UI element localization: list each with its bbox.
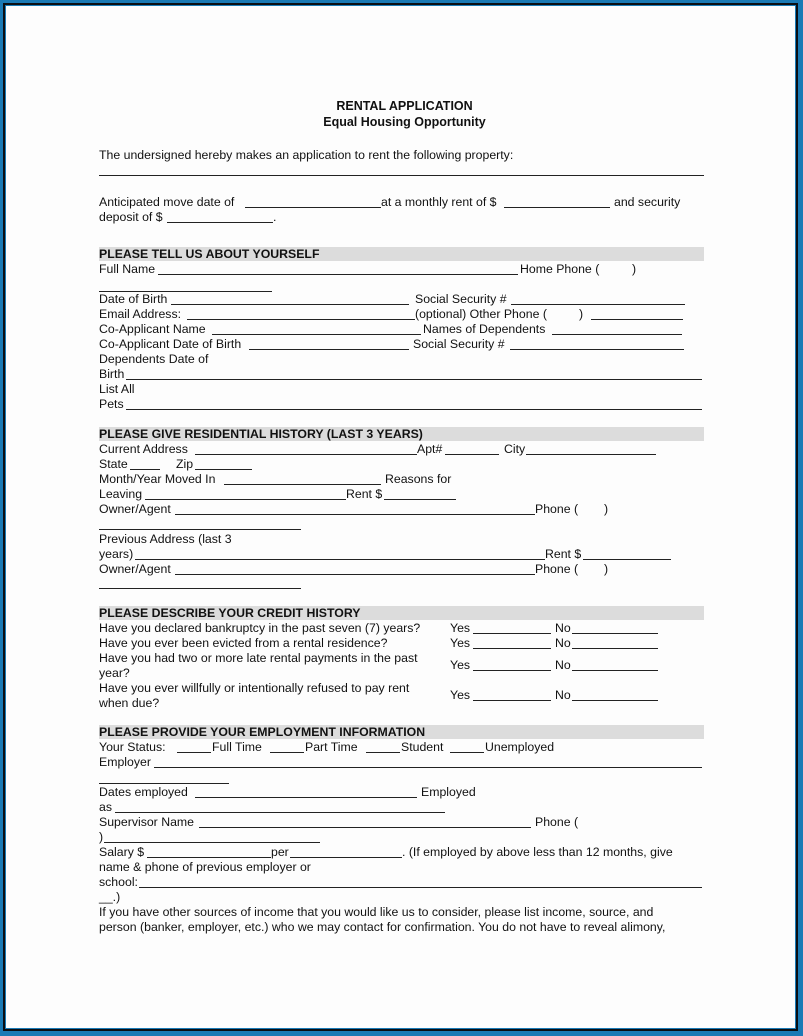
ssn-field[interactable] — [511, 304, 685, 305]
co-applicant-name-field[interactable] — [212, 334, 421, 335]
apt-label: Apt# — [417, 442, 443, 456]
form-title: RENTAL APPLICATION — [336, 99, 473, 113]
evicted-no-field[interactable] — [572, 648, 658, 649]
credit-question-late-payments-2: year? — [99, 666, 130, 680]
salary-per-field[interactable] — [290, 857, 402, 858]
part-time-label: Part Time — [305, 740, 358, 754]
zip-field[interactable] — [195, 469, 252, 470]
salary-field[interactable] — [147, 857, 271, 858]
evicted-no-label: No — [555, 636, 571, 650]
employer-field-cont[interactable] — [99, 783, 229, 784]
home-phone-label: Home Phone ( — [520, 262, 600, 276]
employer-field[interactable] — [154, 767, 702, 768]
section-header-credit: PLEASE DESCRIBE YOUR CREDIT HISTORY — [99, 606, 704, 620]
dates-employed-label: Dates employed — [99, 785, 188, 799]
pets-label: List All — [99, 382, 135, 396]
email-label: Email Address: — [99, 307, 182, 321]
move-date-label: Anticipated move date of — [99, 195, 235, 209]
moved-in-field[interactable] — [224, 484, 381, 485]
status-label: Your Status: — [99, 740, 166, 754]
late-yes-label: Yes — [450, 658, 471, 672]
late-no-field[interactable] — [572, 670, 658, 671]
dob-label: Date of Birth — [99, 292, 168, 306]
deposit-field[interactable] — [167, 222, 273, 223]
intro-text: The undersigned hereby makes an application to rent the following property: — [99, 148, 514, 162]
section-header-residential: PLEASE GIVE RESIDENTIAL HISTORY (LAST 3 YEARS) — [99, 427, 704, 441]
unemployed-field[interactable] — [450, 752, 484, 753]
previous-employer-note-2: name & phone of previous employer or — [99, 860, 311, 874]
reasons-label-2: Leaving — [99, 487, 143, 501]
previous-address-field[interactable] — [135, 559, 545, 560]
deposit-label: deposit of $ — [99, 210, 163, 224]
full-time-field[interactable] — [177, 752, 211, 753]
late-yes-field[interactable] — [473, 670, 551, 671]
credit-question-bankruptcy: Have you declared bankruptcy in the past seven (7) years? — [99, 621, 421, 635]
other-income-text: If you have other sources of income that you would like us to consider, please list income, source, and — [99, 905, 654, 919]
refused-no-label: No — [555, 688, 571, 702]
moved-in-label: Month/Year Moved In — [99, 472, 216, 486]
previous-rent-field[interactable] — [583, 559, 671, 560]
city-field[interactable] — [526, 454, 656, 455]
employer-label: Employer — [99, 755, 151, 769]
form-subtitle: Equal Housing Opportunity — [323, 115, 486, 129]
supervisor-phone-field[interactable] — [104, 842, 320, 843]
home-phone-close: ) — [632, 262, 637, 276]
credit-question-evicted: Have you ever been evicted from a rental residence? — [99, 636, 388, 650]
previous-rent-label: Rent $ — [545, 547, 582, 561]
previous-owner-phone-label: Phone ( — [535, 562, 579, 576]
reasons-field[interactable] — [145, 499, 346, 500]
late-no-label: No — [555, 658, 571, 672]
credit-question-late-payments: Have you had two or more late rental payments in the past — [99, 651, 418, 665]
owner-phone-label: Phone ( — [535, 502, 579, 516]
dates-employed-field[interactable] — [195, 797, 417, 798]
property-field[interactable] — [99, 175, 704, 176]
document-page — [6, 6, 795, 1028]
unemployed-label: Unemployed — [485, 740, 555, 754]
supervisor-phone-close: ) — [99, 830, 104, 844]
rent-field[interactable] — [384, 499, 456, 500]
dependents-dob-field[interactable] — [126, 379, 702, 380]
pets-label-2: Pets — [99, 397, 124, 411]
employed-as-field[interactable] — [115, 812, 445, 813]
state-label: State — [99, 457, 128, 471]
school-label: school: — [99, 875, 138, 889]
email-field[interactable] — [187, 319, 415, 320]
owner-agent-label: Owner/Agent — [99, 502, 171, 516]
reasons-label: Reasons for — [385, 472, 452, 486]
part-time-field[interactable] — [270, 752, 304, 753]
evicted-yes-field[interactable] — [473, 648, 551, 649]
co-applicant-dob-field[interactable] — [249, 349, 409, 350]
refused-yes-label: Yes — [450, 688, 471, 702]
employed-as-label-2: as — [99, 800, 112, 814]
zip-label: Zip — [176, 457, 194, 471]
dependents-dob-label: Dependents Date of — [99, 352, 209, 366]
other-phone-label: (optional) Other Phone ( — [415, 307, 547, 321]
previous-address-label: Previous Address (last 3 — [99, 532, 232, 546]
student-label: Student — [401, 740, 444, 754]
previous-employer-field[interactable] — [139, 887, 702, 888]
bankruptcy-yes-label: Yes — [450, 621, 471, 635]
evicted-yes-label: Yes — [450, 636, 471, 650]
salary-label: Salary $ — [99, 845, 145, 859]
bankruptcy-no-label: No — [555, 621, 571, 635]
security-label: and security — [614, 195, 681, 209]
bankruptcy-yes-field[interactable] — [473, 633, 551, 634]
previous-employer-note: . (If employed by above less than 12 months, give — [402, 845, 673, 859]
previous-owner-phone-close: ) — [604, 562, 609, 576]
full-time-label: Full Time — [212, 740, 262, 754]
move-date-field[interactable] — [245, 207, 381, 208]
employed-as-label: Employed — [421, 785, 476, 799]
apt-field[interactable] — [445, 454, 499, 455]
previous-owner-field[interactable] — [175, 574, 535, 575]
previous-address-label-2: years) — [99, 547, 134, 561]
current-address-field[interactable] — [195, 454, 417, 455]
section-header-employment: PLEASE PROVIDE YOUR EMPLOYMENT INFORMATION — [99, 725, 704, 739]
dob-field[interactable] — [171, 304, 409, 305]
owner-agent-field[interactable] — [175, 514, 535, 515]
owner-phone-field[interactable] — [99, 529, 301, 530]
full-name-field[interactable] — [158, 274, 518, 275]
previous-owner-phone-field[interactable] — [99, 588, 301, 589]
current-address-label: Current Address — [99, 442, 188, 456]
previous-employer-close: __.) — [99, 890, 121, 904]
ssn-label: Social Security # — [415, 292, 507, 306]
credit-question-refused-rent: Have you ever willfully or intentionally refused to pay rent — [99, 681, 410, 695]
per-label: per — [271, 845, 289, 859]
other-phone-close: ) — [579, 307, 584, 321]
state-field[interactable] — [130, 469, 160, 470]
student-field[interactable] — [366, 752, 400, 753]
supervisor-phone-label: Phone ( — [535, 815, 579, 829]
owner-phone-close: ) — [604, 502, 609, 516]
dependents-names-label: Names of Dependents — [423, 322, 546, 336]
co-applicant-name-label: Co-Applicant Name — [99, 322, 206, 336]
previous-owner-label: Owner/Agent — [99, 562, 171, 576]
supervisor-field[interactable] — [199, 827, 531, 828]
monthly-rent-label: at a monthly rent of $ — [381, 195, 497, 209]
rent-label: Rent $ — [346, 487, 383, 501]
dependents-dob-label-2: Birth — [99, 367, 125, 381]
city-label: City — [504, 442, 526, 456]
dependents-names-field[interactable] — [552, 334, 682, 335]
bankruptcy-no-field[interactable] — [572, 633, 658, 634]
refused-yes-field[interactable] — [473, 700, 551, 701]
other-income-text-2: person (banker, employer, etc.) who we may contact for confirmation. You do not have to reveal alimony, — [99, 920, 666, 934]
full-name-label: Full Name — [99, 262, 156, 276]
other-phone-field[interactable] — [591, 319, 683, 320]
co-applicant-ssn-label: Social Security # — [413, 337, 505, 351]
deposit-period: . — [273, 210, 277, 224]
refused-no-field[interactable] — [572, 700, 658, 701]
co-applicant-dob-label: Co-Applicant Date of Birth — [99, 337, 242, 351]
credit-question-refused-rent-2: when due? — [99, 696, 160, 710]
section-header-about: PLEASE TELL US ABOUT YOURSELF — [99, 247, 704, 261]
supervisor-label: Supervisor Name — [99, 815, 194, 829]
monthly-rent-field[interactable] — [504, 207, 610, 208]
co-applicant-ssn-field[interactable] — [510, 349, 684, 350]
pets-field[interactable] — [126, 409, 702, 410]
